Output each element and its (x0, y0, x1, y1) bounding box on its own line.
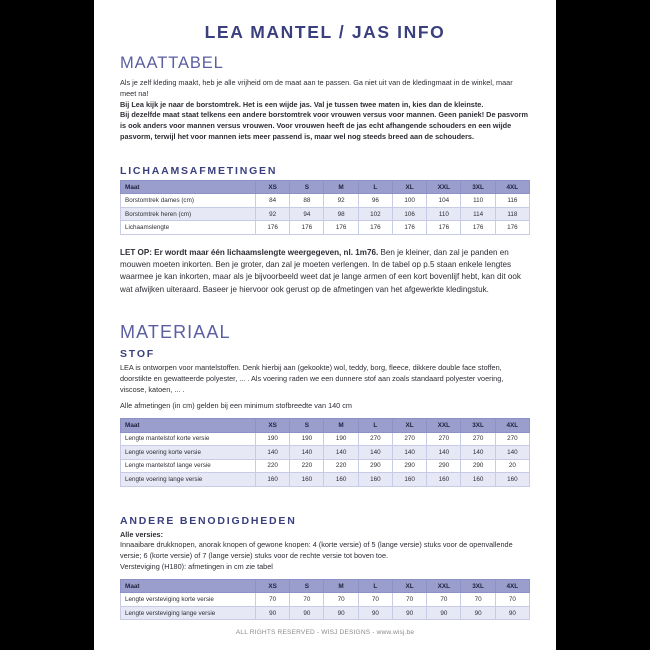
table-cell: 176 (358, 221, 392, 235)
column-header: M (324, 579, 358, 593)
table-cell: 84 (255, 194, 289, 208)
table-cell: 90 (392, 606, 426, 620)
table-cell: 270 (495, 432, 529, 446)
table-cell: 94 (290, 207, 324, 221)
table-cell: 140 (255, 446, 289, 460)
table-cell: 176 (290, 221, 324, 235)
column-header: XS (255, 579, 289, 593)
table-cell: 140 (427, 446, 461, 460)
table-cell: 290 (392, 459, 426, 473)
table-cell: 290 (461, 459, 495, 473)
table-cell: 140 (358, 446, 392, 460)
table-row (121, 432, 530, 446)
table-cell: 176 (324, 221, 358, 235)
column-header: XL (392, 180, 426, 194)
table-row (121, 473, 530, 487)
table-row (121, 446, 530, 460)
column-header: L (358, 419, 392, 433)
table-stof (120, 418, 530, 487)
column-header: 4XL (495, 180, 529, 194)
table-cell: 140 (392, 446, 426, 460)
table-cell: 90 (427, 606, 461, 620)
column-header: Maat (121, 180, 256, 194)
table-cell: 140 (290, 446, 324, 460)
column-header: M (324, 180, 358, 194)
table-row (121, 593, 530, 607)
table-cell: 220 (324, 459, 358, 473)
table-cell: 104 (427, 194, 461, 208)
footer-copyright: ALL RIGHTS RESERVED - WISJ DESIGNS - www.wisj.be (235, 629, 415, 636)
row-label: Lengte mantelstof lange versie (121, 459, 256, 473)
table-cell: 70 (461, 593, 495, 607)
table-cell: 160 (392, 473, 426, 487)
column-header: XXL (427, 579, 461, 593)
table-cell: 190 (290, 432, 324, 446)
column-header: S (290, 579, 324, 593)
note-rest: Ben je kleiner, dan zal je panden en mouwen moeten inkorten. Ben je groter, dan zal je moeten verlengen. In de tabel op p.5 staan enkele lengtes waarmee je kan inkorten, maar als je bijvoorbeeld weet dat je lange armen of een kort bovenlijf hebt, kan dit ook wat afwijken uiteraard. Baseer je hiervoor ook gerust op de afmetingen van het afgewerkte kledingstuk. (120, 247, 521, 294)
table-cell: 116 (495, 194, 529, 208)
row-label: Lengte versteviging lange versie (121, 606, 256, 620)
table-cell: 160 (358, 473, 392, 487)
table-header (121, 180, 530, 194)
table-cell: 92 (324, 194, 358, 208)
column-header: Maat (121, 579, 256, 593)
section-heading-stof: STOF (120, 347, 156, 360)
table-cell: 90 (324, 606, 358, 620)
table-cell: 176 (495, 221, 529, 235)
note-emphasis: LET OP: Er wordt maar één lichaamslengte weergegeven, nl. 1m76. (120, 247, 379, 257)
column-header: 3XL (461, 579, 495, 593)
column-header: 3XL (461, 419, 495, 433)
table-header (121, 419, 530, 433)
table-header-row (121, 180, 530, 194)
table-cell: 176 (461, 221, 495, 235)
table-cell: 70 (255, 593, 289, 607)
section-heading-lichaamsafmetingen: LICHAAMSAFMETINGEN (120, 164, 278, 177)
table-cell: 270 (427, 432, 461, 446)
stofbreedte-paragraph: Alle afmetingen (in cm) gelden bij een minimum stofbreedte van 140 cm (120, 401, 352, 411)
column-header: XXL (427, 180, 461, 194)
table-cell: 270 (461, 432, 495, 446)
page-title: LEA MANTEL / JAS INFO (204, 22, 446, 42)
section-heading-benodigdheden: ANDERE BENODIGDHEDEN (120, 514, 297, 527)
column-header: XXL (427, 419, 461, 433)
section-heading-maattabel: MAATTABEL (120, 54, 224, 72)
row-label: Lengte voering korte versie (121, 446, 256, 460)
table-cell: 90 (495, 606, 529, 620)
benodigdheden-paragraph-2: Versteviging (H180): afmetingen in cm zie tabel (120, 562, 273, 572)
table-header (121, 579, 530, 593)
table-cell: 92 (255, 207, 289, 221)
table-cell: 220 (255, 459, 289, 473)
table-cell: 70 (358, 593, 392, 607)
table-cell: 106 (392, 207, 426, 221)
table-cell: 70 (495, 593, 529, 607)
table-header-row (121, 419, 530, 433)
maattabel-paragraph-3: Bij dezelfde maat staat telkens een andere borstomtrek voor vrouwen versus voor mannen. Geen paniek! De pasvorm is ook anders voor mannen versus vrouwen. Voor vrouwen heeft de jas echt afhangende schouders en een wijde pasvorm, terwijl het voor mannen iets meer passend is, maar wel nog steeds breed aan de schouders. (120, 110, 528, 141)
table-body (121, 432, 530, 486)
document-page (94, 0, 556, 650)
table-cell: 290 (427, 459, 461, 473)
table-row (121, 207, 530, 221)
table-cell: 90 (358, 606, 392, 620)
maattabel-paragraph-1: Als je zelf kleding maakt, heb je alle vrijheid om de maat aan te passen. Ga niet uit van de kledingmaat in de winkel, maar meet na! (120, 78, 513, 98)
table-cell: 270 (358, 432, 392, 446)
column-header: S (290, 180, 324, 194)
table-cell: 110 (461, 194, 495, 208)
column-header: L (358, 579, 392, 593)
column-header: 4XL (495, 419, 529, 433)
alle-versies-label: Alle versies: (120, 529, 163, 539)
maattabel-paragraph-2: Bij Lea kijk je naar de borstomtrek. Het is een wijde jas. Val je tussen twee maten in, kies dan de kleinste. (120, 99, 484, 109)
table-cell: 20 (495, 459, 529, 473)
column-header: XS (255, 419, 289, 433)
table-cell: 190 (255, 432, 289, 446)
benodigdheden-paragraph-1: Innaaibare drukknopen, anorak knopen of gewone knopen: 4 (korte versie) of 5 (lange versie) stuks voor de openvallende versie; 6 (korte versie) of 7 (lange versie) stuks voor de rechte versie tot boven toe. (120, 540, 513, 561)
table-cell: 70 (392, 593, 426, 607)
table-cell: 70 (427, 593, 461, 607)
table-cell: 90 (290, 606, 324, 620)
table-cell: 70 (290, 593, 324, 607)
table-row (121, 606, 530, 620)
column-header: 3XL (461, 180, 495, 194)
column-header: L (358, 180, 392, 194)
row-label: Lichaamslengte (121, 221, 256, 235)
table-cell: 160 (461, 473, 495, 487)
table-cell: 160 (495, 473, 529, 487)
table-body (121, 194, 530, 235)
table-cell: 102 (358, 207, 392, 221)
table-row (121, 459, 530, 473)
table-cell: 176 (427, 221, 461, 235)
table-versteviging (120, 579, 530, 621)
table-cell: 88 (290, 194, 324, 208)
table-cell: 160 (255, 473, 289, 487)
table-cell: 96 (358, 194, 392, 208)
column-header: XL (392, 419, 426, 433)
document-content (94, 0, 556, 620)
stof-paragraph: LEA is ontworpen voor mantelstoffen. Denk hierbij aan (gekookte) wol, teddy, borg, fleece, dikkere double face stoffen, doorstikte en gewatteerde polyester, ... . Als voering raden we een dunnere stof aan zoals standaard polyester voering, viscose, katoen, ... . (120, 362, 504, 394)
column-header: 4XL (495, 579, 529, 593)
table-lichaamsafmetingen (120, 180, 530, 235)
column-header: XS (255, 180, 289, 194)
table-row (121, 194, 530, 208)
table-cell: 90 (461, 606, 495, 620)
table-cell: 160 (290, 473, 324, 487)
table-header-row (121, 579, 530, 593)
lichaamsafmetingen-note (120, 247, 530, 296)
table-body (121, 593, 530, 620)
row-label: Borstomtrek heren (cm) (121, 207, 256, 221)
table-cell: 176 (255, 221, 289, 235)
table-cell: 220 (290, 459, 324, 473)
section-heading-materiaal: MATERIAAL (120, 321, 231, 342)
row-label: Lengte mantelstof korte versie (121, 432, 256, 446)
row-label: Lengte voering lange versie (121, 473, 256, 487)
column-header: XL (392, 579, 426, 593)
table-row (121, 221, 530, 235)
table-cell: 140 (495, 446, 529, 460)
table-cell: 114 (461, 207, 495, 221)
row-label: Borstomtrek dames (cm) (121, 194, 256, 208)
table-cell: 160 (427, 473, 461, 487)
table-cell: 140 (461, 446, 495, 460)
table-cell: 270 (392, 432, 426, 446)
table-cell: 190 (324, 432, 358, 446)
column-header: S (290, 419, 324, 433)
row-label: Lengte versteviging korte versie (121, 593, 256, 607)
table-cell: 90 (255, 606, 289, 620)
table-cell: 176 (392, 221, 426, 235)
table-cell: 98 (324, 207, 358, 221)
table-cell: 160 (324, 473, 358, 487)
column-header: M (324, 419, 358, 433)
table-cell: 140 (324, 446, 358, 460)
table-cell: 70 (324, 593, 358, 607)
table-cell: 290 (358, 459, 392, 473)
column-header: Maat (121, 419, 256, 433)
table-cell: 118 (495, 207, 529, 221)
table-cell: 110 (427, 207, 461, 221)
table-cell: 100 (392, 194, 426, 208)
